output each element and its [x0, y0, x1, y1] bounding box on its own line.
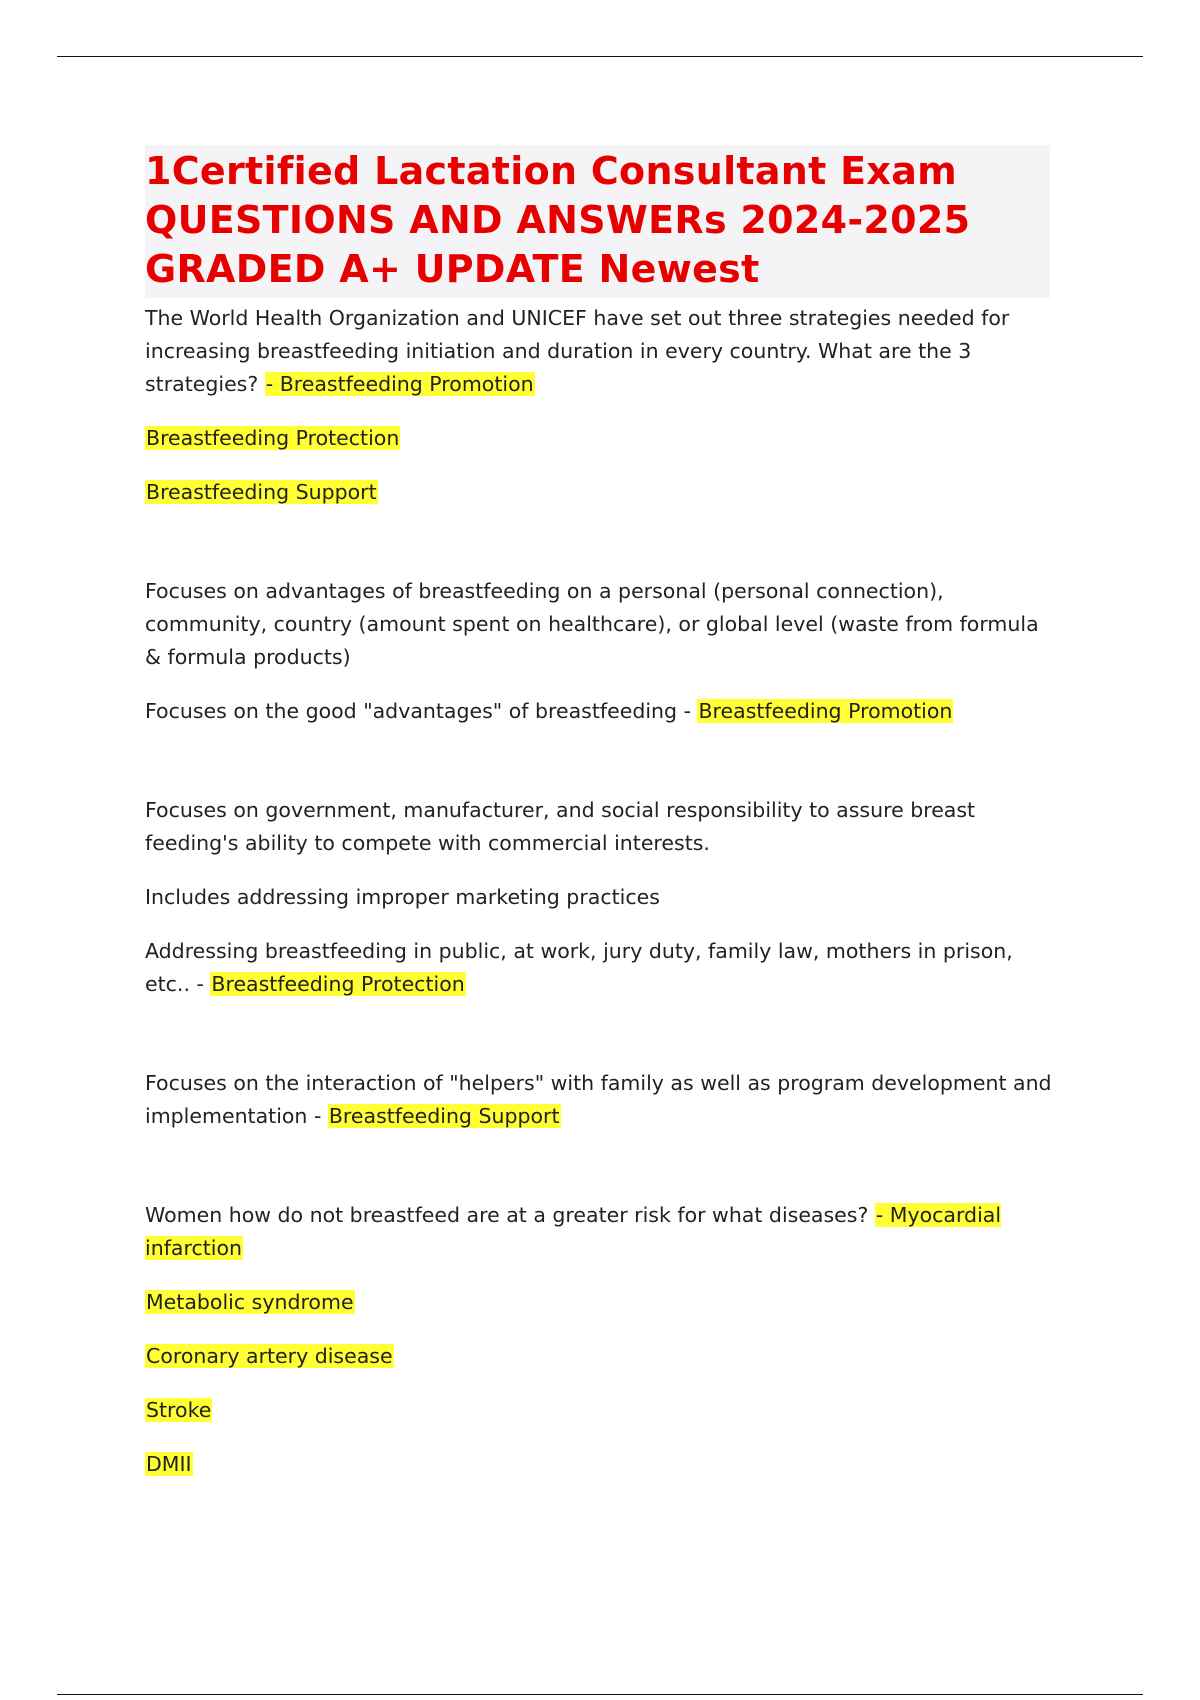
- question-text: Includes addressing improper marketing practices: [145, 885, 660, 909]
- answer-highlight: Breastfeeding Protection: [211, 972, 465, 996]
- answer-line: [145, 1286, 1055, 1319]
- answer-highlight: Breastfeeding Promotion: [698, 699, 953, 723]
- question-text: Women how do not breastfeed are at a greater risk for what diseases? - Myocardial infarction: [145, 1203, 1002, 1260]
- answer-line: [145, 1340, 1055, 1373]
- header-rule: [57, 56, 1143, 57]
- answer-line: [145, 422, 1055, 455]
- question-text: Addressing breastfeeding in public, at work, jury duty, family law, mothers in prison, etc.. - Breastfeeding Protection: [145, 939, 1013, 996]
- question-text: Focuses on the good "advantages" of breastfeeding - Breastfeeding Promotion: [145, 699, 953, 723]
- answer-line: [145, 1448, 1055, 1481]
- document-title: 1Certified Lactation Consultant Exam QUESTIONS AND ANSWERs 2024-2025 GRADED A+ UPDATE Newest: [145, 149, 971, 291]
- question-text: Focuses on government, manufacturer, and social responsibility to assure breast feeding's ability to compete with commercial interests.: [145, 798, 976, 855]
- title-block: [145, 145, 1050, 298]
- answer-highlight: Metabolic syndrome: [146, 1290, 354, 1314]
- footer-rule: [57, 1694, 1143, 1695]
- answer-highlight: - Breastfeeding Promotion: [265, 372, 534, 396]
- answer-highlight: - Myocardial infarction: [145, 1203, 1002, 1260]
- document-body: [145, 145, 1055, 1481]
- question-text: The World Health Organization and UNICEF have set out three strategies needed for increasing breastfeeding initiation and duration in every country. What are the 3 strategies? - Breastfeeding Promotion: [145, 306, 1010, 396]
- question-text: Focuses on advantages of breastfeeding on a personal (personal connection), community, country (amount spent on healthcare), or global level (waste from formula & formula products): [145, 579, 1039, 669]
- answer-line: [145, 476, 1055, 509]
- answer-highlight: Breastfeeding Support: [328, 1104, 560, 1128]
- answer-highlight: Breastfeeding Support: [146, 480, 377, 504]
- answer-highlight: Stroke: [146, 1398, 212, 1422]
- answer-highlight: Breastfeeding Protection: [146, 426, 400, 450]
- answer-line: [145, 1394, 1055, 1427]
- answer-highlight: Coronary artery disease: [146, 1344, 393, 1368]
- question-text: Focuses on the interaction of "helpers" with family as well as program development and implementation - Breastfeeding Support: [145, 1071, 1052, 1128]
- answer-highlight: DMII: [146, 1452, 192, 1476]
